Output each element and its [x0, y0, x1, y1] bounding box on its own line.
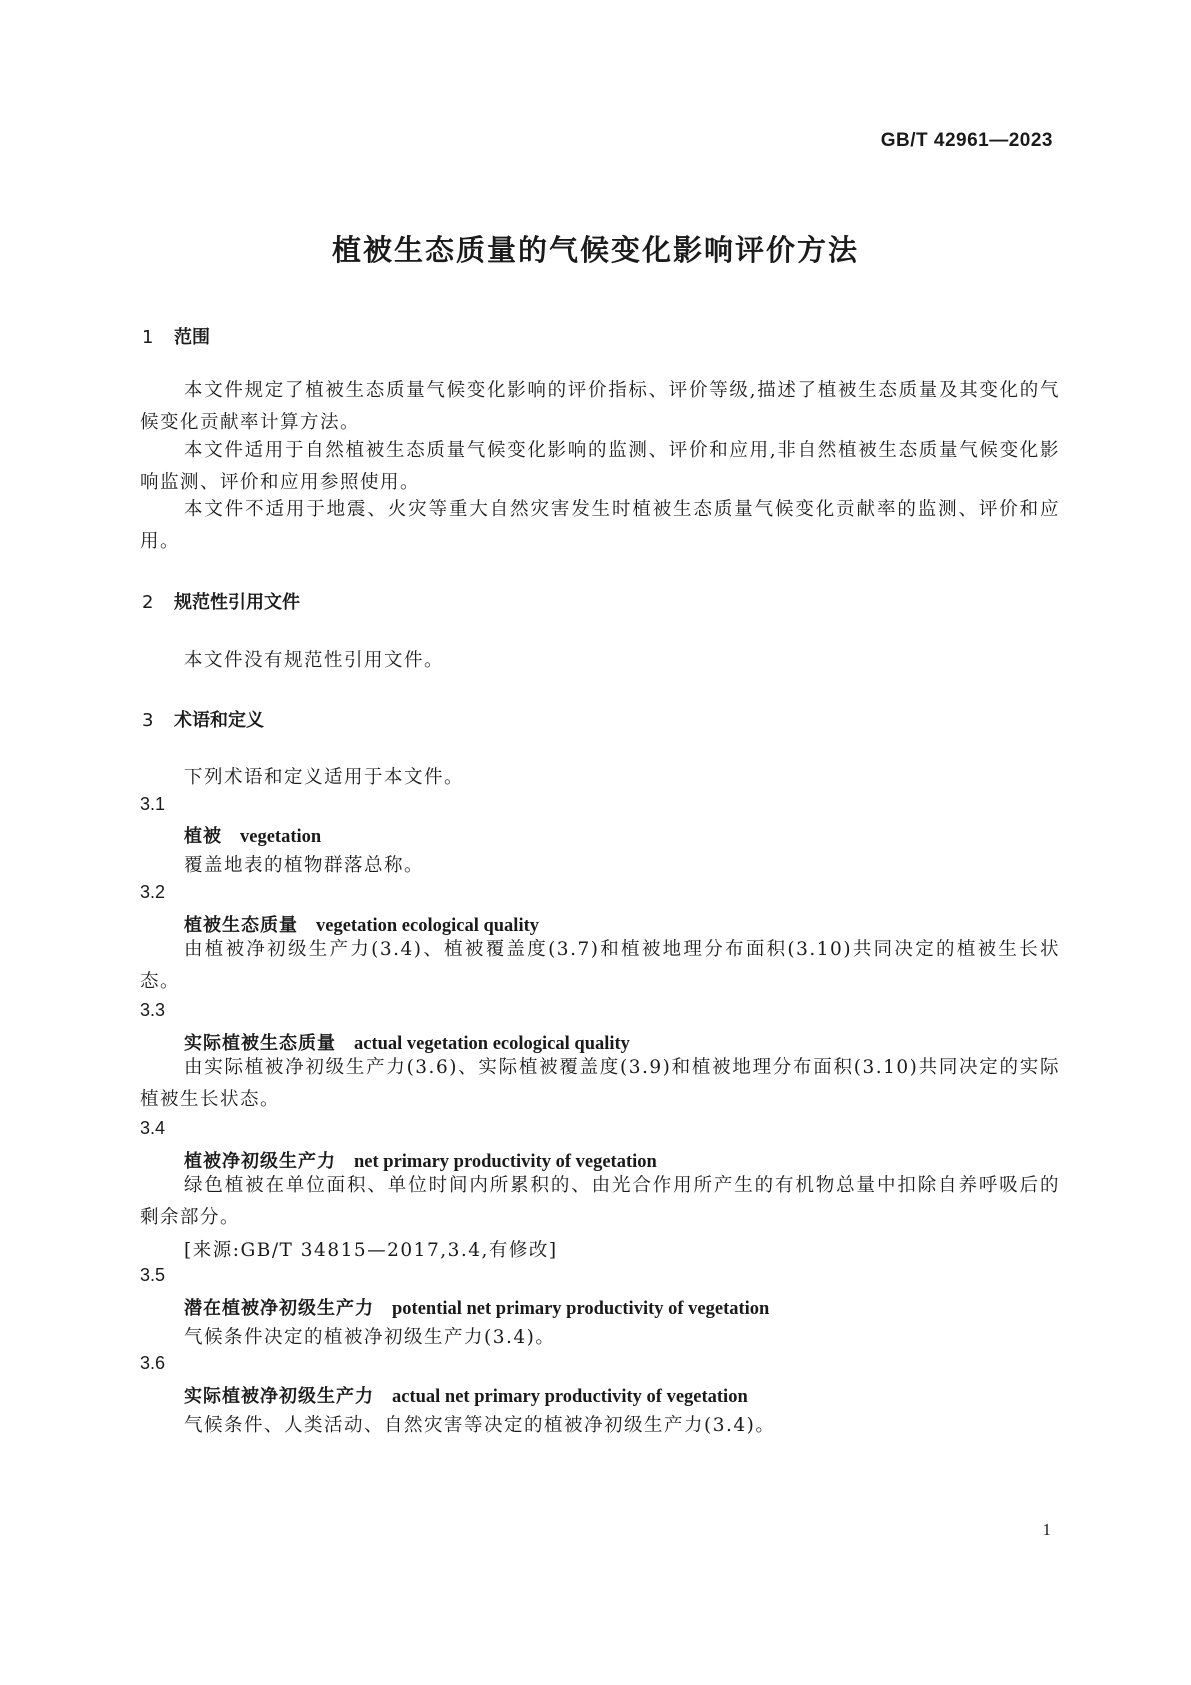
term-zh: 植被: [184, 826, 222, 847]
term-heading: [184, 1294, 769, 1320]
page-number: 1: [1042, 1520, 1051, 1539]
term-definition: 由实际植被净初级生产力(3.6)、实际植被覆盖度(3.9)和植被地理分布面积(3.10)共同决定的实际植被生长状态。: [140, 1057, 1060, 1110]
section-1-paragraph-2: 本文件适用于自然植被生态质量气候变化影响的监测、评价和应用,非自然植被生态质量气候变化影响监测、评价和应用参照使用。: [140, 440, 1060, 493]
section-number: 3: [142, 710, 154, 731]
section-1-paragraph-1: 本文件规定了植被生态质量气候变化影响的评价指标、评价等级,描述了植被生态质量及其变化的气候变化贡献率计算方法。: [140, 380, 1060, 433]
section-2-heading: [142, 588, 300, 614]
term-number: 3.6: [140, 1353, 166, 1373]
term-definition: 由植被净初级生产力(3.4)、植被覆盖度(3.7)和植被地理分布面积(3.10)共同决定的植被生长状态。: [140, 939, 1060, 992]
term-zh: 植被净初级生产力: [184, 1151, 336, 1172]
term-en: vegetation ecological quality: [316, 916, 539, 936]
term-zh: 实际植被净初级生产力: [184, 1386, 374, 1407]
term-definition: 覆盖地表的植物群落总称。: [184, 855, 425, 876]
term-source: [来源:GB/T 34815—2017,3.4,有修改]: [184, 1240, 558, 1261]
section-title: 规范性引用文件: [174, 592, 300, 613]
term-number: 3.2: [140, 882, 166, 902]
term-heading: [184, 822, 321, 848]
term-zh: 潜在植被净初级生产力: [184, 1298, 374, 1319]
term-en: potential net primary productivity of vegetation: [392, 1299, 770, 1319]
term-definition: 绿色植被在单位面积、单位时间内所累积的、由光合作用所产生的有机物总量中扣除自养呼吸后的剩余部分。: [140, 1175, 1060, 1228]
term-zh: 植被生态质量: [184, 915, 298, 936]
section-3-heading: [142, 706, 264, 732]
section-number: 1: [142, 327, 154, 348]
term-en: vegetation: [240, 827, 322, 847]
standard-code: GB/T 42961—2023: [880, 130, 1053, 151]
document-title: 植被生态质量的气候变化影响评价方法: [331, 233, 859, 267]
term-number: 3.4: [140, 1118, 166, 1138]
section-1-heading: [142, 323, 210, 349]
term-en: actual vegetation ecological quality: [354, 1034, 630, 1054]
term-en: actual net primary productivity of vegetation: [392, 1387, 748, 1407]
term-number: 3.1: [140, 794, 166, 814]
section-number: 2: [142, 592, 154, 613]
term-heading: [184, 1382, 748, 1408]
section-title: 术语和定义: [174, 710, 264, 731]
term-zh: 实际植被生态质量: [184, 1033, 336, 1054]
term-en: net primary productivity of vegetation: [354, 1152, 657, 1172]
section-1-paragraph-3: 本文件不适用于地震、火灾等重大自然灾害发生时植被生态质量气候变化贡献率的监测、评价和应用。: [140, 499, 1060, 552]
term-definition: 气候条件、人类活动、自然灾害等决定的植被净初级生产力(3.4)。: [184, 1415, 776, 1436]
section-3-intro: 下列术语和定义适用于本文件。: [184, 767, 465, 788]
term-number: 3.5: [140, 1265, 166, 1285]
term-number: 3.3: [140, 1000, 166, 1020]
term-definition: 气候条件决定的植被净初级生产力(3.4)。: [184, 1327, 556, 1348]
section-title: 范围: [174, 327, 210, 348]
section-2-paragraph: 本文件没有规范性引用文件。: [184, 650, 445, 671]
